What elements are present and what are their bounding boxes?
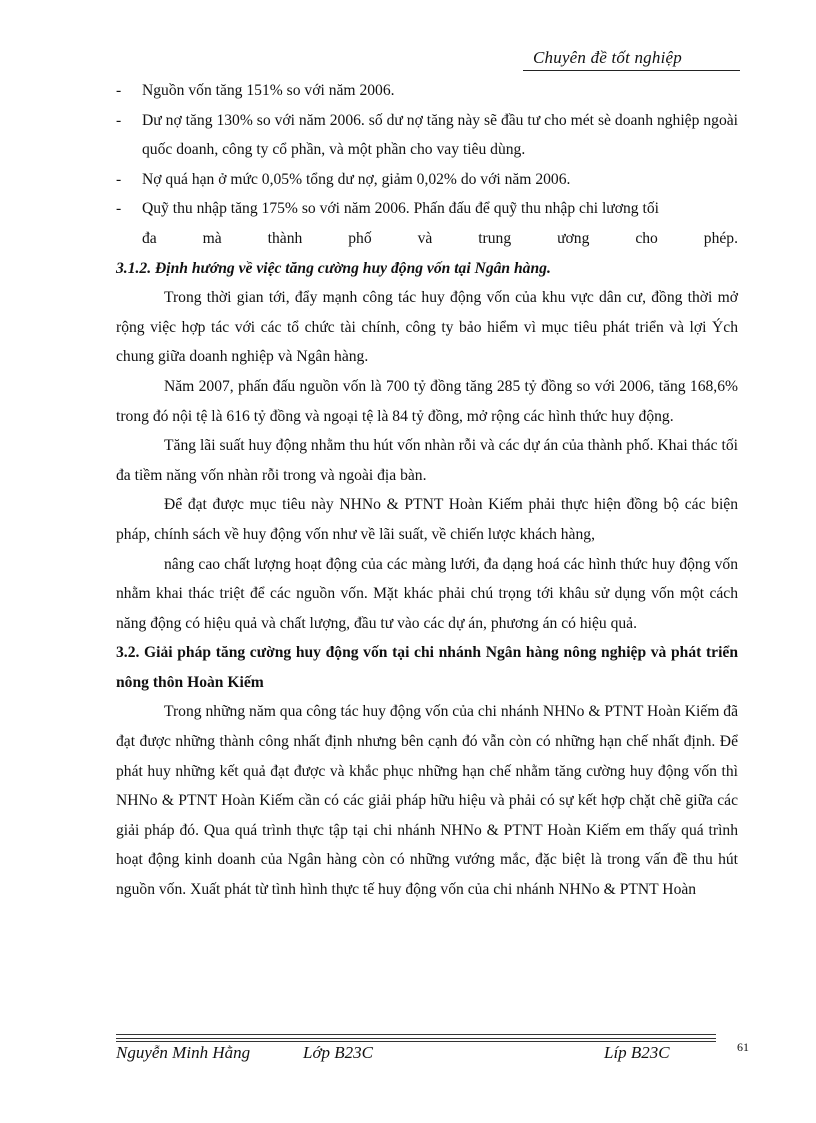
footer-rule xyxy=(116,1034,716,1035)
bullet-dash: - xyxy=(116,170,122,188)
page-number: 61 xyxy=(737,1040,749,1054)
bullet-item xyxy=(116,194,738,224)
header-rule xyxy=(523,70,740,71)
section-heading-3-1-2: 3.1.2. Định hướng về việc tăng cường huy động vốn tại Ngân hàng. xyxy=(116,259,551,277)
page-content xyxy=(116,76,738,905)
bullet-dash: - xyxy=(116,111,122,129)
bullet-text: Quỹ thu nhập tăng 175% so với năm 2006. Phấn đấu để quỹ thu nhập chi lương tối xyxy=(142,200,659,218)
bullet-text-line2: đa mà thành phố và trung ương cho phép. xyxy=(142,229,738,247)
footer-author: Nguyễn Minh Hằng xyxy=(116,1043,251,1062)
paragraph: Năm 2007, phấn đấu nguồn vốn là 700 tỷ đồng tăng 285 tỷ đồng so với 2006, tăng 168,6% trong đó nội tệ là 616 tỷ đồng và ngoại tệ là 84 tỷ đồng, mở rộng các hình thức huy động. xyxy=(116,377,738,425)
bullet-text: Dư nợ tăng 130% so với năm 2006. số dư nợ tăng này sẽ đầu tư cho mét sè doanh nghiệp ngoài quốc doanh, công ty cổ phần, và một phần cho vay tiêu dùng. xyxy=(142,111,738,159)
header-title: Chuyên đề tốt nghiệp xyxy=(533,48,682,67)
paragraph: Để đạt được mục tiêu này NHNo & PTNT Hoàn Kiếm phải thực hiện đồng bộ các biện pháp, chính sách về huy động vốn như về lãi suất, về chiến lược khách hàng, xyxy=(116,496,738,543)
bullet-item xyxy=(116,76,738,106)
bullet-item xyxy=(116,106,738,165)
paragraph: nâng cao chất lượng hoạt động của các màng lưới, đa dạng hoá các hình thức huy động vốn nhằm khai thác triệt để các nguồn vốn. Mặt khác phải chú trọng tới khâu sử dụng vốn một cách năng động có hiệu quả và chất lượng, đầu tư vào các dự án, phương án có hiệu quả. xyxy=(116,555,738,632)
footer-rule xyxy=(116,1041,716,1042)
section-heading-3-2: 3.2. Giải pháp tăng cường huy động vốn tại chi nhánh Ngân hàng nông nghiệp và phát triển nông thôn Hoàn Kiếm xyxy=(116,644,738,691)
bullet-continuation xyxy=(116,224,738,254)
footer-rule xyxy=(116,1038,716,1039)
paragraph: Trong thời gian tới, đẩy mạnh công tác huy động vốn của khu vực dân cư, đồng thời mở rộng việc hợp tác với các tổ chức tài chính, công ty bảo hiểm vì mục tiêu phát triển và lợi Ých chung giữa doanh nghiệp và Ngân hàng. xyxy=(116,289,738,366)
footer-class: Lớp B23C xyxy=(303,1043,374,1062)
bullet-text: Nguồn vốn tăng 151% so với năm 2006. xyxy=(142,82,395,99)
bullet-dash: - xyxy=(116,200,122,218)
paragraph: Tăng lãi suất huy động nhằm thu hút vốn nhàn rỗi và các dự án của thành phố. Khai thác tối đa tiềm năng vốn nhàn rỗi trong và ngoài địa bàn. xyxy=(116,437,738,484)
bullet-text: Nợ quá hạn ở mức 0,05% tổng dư nợ, giảm 0,02% do với năm 2006. xyxy=(142,170,571,188)
footer-class-2: Líp B23C xyxy=(604,1043,670,1062)
paragraph: Trong những năm qua công tác huy động vốn của chi nhánh NHNo & PTNT Hoàn Kiếm đã đạt được những thành công nhất định nhưng bên cạnh đó vẫn còn có những hạn chế nhất định. Để phát huy những kết quả đạt được và khắc phục những hạn chế nhằm tăng cường huy động vốn thì NHNo & PTNT Hoàn Kiếm cần có các giải pháp hữu hiệu và phải có sự kết hợp chặt chẽ giữa các giải pháp đó. Qua quá trình thực tập tại chi nhánh NHNo & PTNT Hoàn Kiếm em thấy quá trình hoạt động kinh doanh của Ngân hàng còn có những vướng mắc, đặc biệt là trong vấn đề thu hút nguồn vốn. Xuất phát từ tình hình thực tế huy động vốn của chi nhánh NHNo & PTNT Hoàn xyxy=(116,703,738,899)
bullet-dash: - xyxy=(116,82,122,99)
bullet-item xyxy=(116,165,738,195)
